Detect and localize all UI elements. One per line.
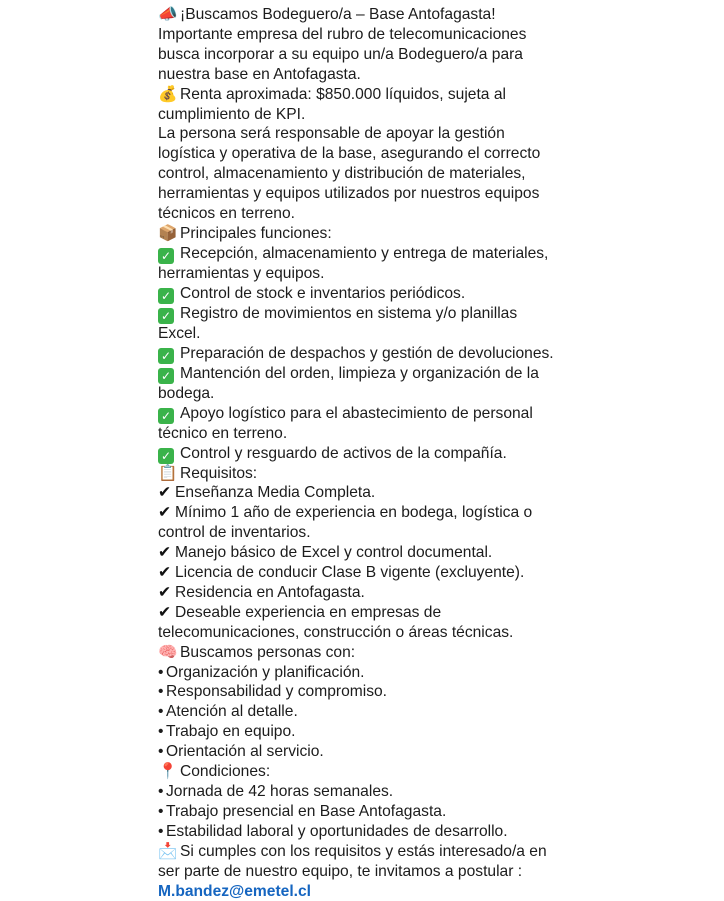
requirements-heading: 📋 Requisitos: [158, 464, 258, 482]
requirement-item-cont: telecomunicaciones, construcción o áreas técnicas. [158, 623, 514, 641]
function-item: ✓ Control de stock e inventarios periódicos. [158, 284, 718, 304]
email-link[interactable]: M.bandez@emetel.cl [158, 882, 311, 900]
requirement-item: ✔ Manejo básico de Excel y control documental. [158, 544, 493, 562]
bullet-icon: • [158, 723, 164, 741]
requirement-item: ✔ Mínimo 1 año de experiencia en bodega, logística o [158, 504, 533, 522]
condition-item: • Estabilidad laboral y oportunidades de desarrollo. [158, 822, 508, 840]
requirement-item-cont: control de inventarios. [158, 524, 311, 542]
function-item: ✓ Recepción, almacenamiento y entrega de materiales, [158, 244, 718, 264]
function-item-cont: herramientas y equipos. [158, 264, 325, 282]
intro-line: nuestra base en Antofagasta. [158, 65, 361, 83]
check-icon: ✓ [158, 368, 174, 384]
description-line: La persona será responsable de apoyar la gestión [158, 125, 505, 143]
conditions-heading: 📍 Condiciones: [158, 763, 271, 781]
check-icon: ✓ [158, 288, 174, 304]
check-icon: ✓ [158, 308, 174, 324]
money-bag-icon: 💰 [158, 85, 178, 103]
condition-item: • Jornada de 42 horas semanales. [158, 783, 394, 800]
function-item: ✓ Mantención del orden, limpieza y organización de la [158, 364, 718, 384]
bullet-icon: • [158, 703, 164, 721]
check-icon: ✓ [158, 348, 174, 364]
checkmark-icon: ✔ [158, 504, 172, 522]
check-icon: ✓ [158, 248, 174, 264]
intro-line: Importante empresa del rubro de telecomunicaciones [158, 25, 527, 43]
function-item-cont: Excel. [158, 324, 201, 342]
checkmark-icon: ✔ [158, 583, 172, 601]
description-line: herramientas y equipos utilizados por nuestros equipos [158, 185, 540, 203]
bullet-icon: • [158, 822, 164, 840]
checkmark-icon: ✔ [158, 603, 172, 621]
description-line: logística y operativa de la base, asegurando el correcto [158, 145, 541, 163]
description-line: control, almacenamiento y distribución de materiales, [158, 165, 526, 183]
bullet-icon: • [158, 663, 164, 681]
megaphone-icon: 📣 [158, 6, 178, 23]
profile-item: • Responsabilidad y compromiso. [158, 683, 388, 701]
bullet-icon: • [158, 783, 164, 800]
profile-item: • Organización y planificación. [158, 663, 365, 681]
bullet-icon: • [158, 743, 164, 761]
intro-line: busca incorporar a su equipo un/a Bodeguero/a para [158, 45, 523, 63]
function-item-cont: técnico en terreno. [158, 424, 288, 442]
checkmark-icon: ✔ [158, 484, 172, 502]
profile-item: • Atención al detalle. [158, 703, 298, 721]
description-line: técnicos en terreno. [158, 205, 295, 223]
checkmark-icon: ✔ [158, 544, 172, 562]
checkmark-icon: ✔ [158, 564, 172, 582]
function-item: ✓ Apoyo logístico para el abastecimiento de personal [158, 404, 718, 424]
email-line [158, 882, 718, 901]
bullet-icon: • [158, 802, 164, 820]
check-icon: ✓ [158, 408, 174, 424]
salary-line: 💰 Renta aproximada: $850.000 líquidos, sujeta al [158, 85, 506, 103]
package-icon: 📦 [158, 224, 178, 242]
envelope-icon: 📩 [158, 842, 178, 860]
function-item: ✓ Registro de movimientos en sistema y/o planillas [158, 304, 718, 324]
check-icon: ✓ [158, 448, 174, 464]
headline-line [158, 5, 718, 25]
function-item: ✓ Control y resguardo de activos de la compañía. [158, 444, 718, 464]
closing-line: ser parte de nuestro equipo, te invitamos a postular : [158, 862, 523, 880]
bullet-icon: • [158, 683, 164, 701]
profile-heading: 🧠 Buscamos personas con: [158, 643, 356, 661]
job-post [158, 0, 718, 901]
brain-icon: 🧠 [158, 643, 178, 661]
profile-item: • Trabajo en equipo. [158, 723, 296, 741]
requirement-item: ✔ Residencia en Antofagasta. [158, 583, 365, 601]
pin-icon: 📍 [158, 763, 178, 781]
requirement-item: ✔ Deseable experiencia en empresas de [158, 603, 442, 621]
requirement-item: ✔ Enseñanza Media Completa. [158, 484, 376, 502]
requirement-item: ✔ Licencia de conducir Clase B vigente (excluyente). [158, 564, 525, 582]
closing-line: 📩 Si cumples con los requisitos y estás interesado/a en [158, 842, 547, 860]
headline: ¡Buscamos Bodeguero/a – Base Antofagasta! [180, 6, 496, 23]
function-item: ✓ Preparación de despachos y gestión de devoluciones. [158, 344, 718, 364]
functions-heading: 📦 Principales funciones: [158, 224, 332, 242]
profile-item: • Orientación al servicio. [158, 743, 324, 761]
condition-item: • Trabajo presencial en Base Antofagasta. [158, 802, 447, 820]
function-item-cont: bodega. [158, 384, 215, 402]
clipboard-icon: 📋 [158, 464, 178, 482]
salary-line: cumplimiento de KPI. [158, 105, 306, 123]
